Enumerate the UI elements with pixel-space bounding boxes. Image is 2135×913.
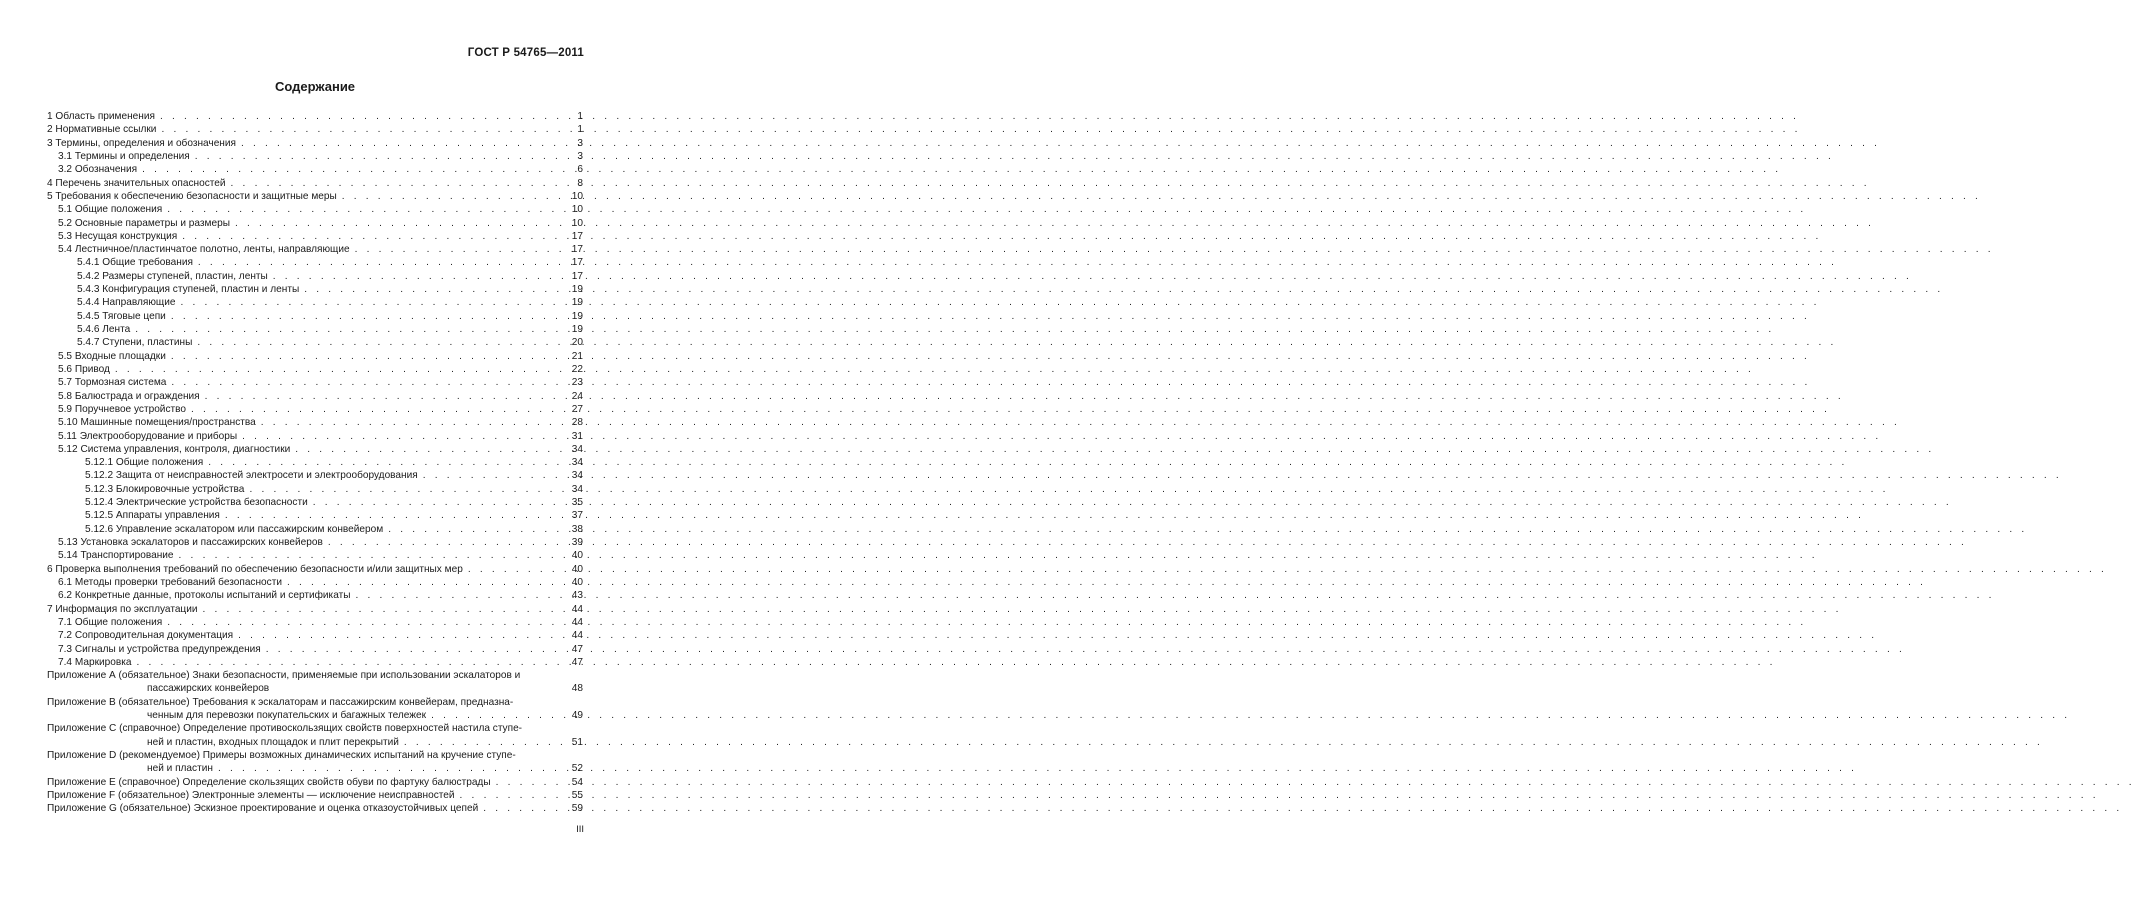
toc-entry[interactable] — [47, 323, 583, 336]
toc-entry-page: 10 — [571, 204, 583, 216]
toc-entry-page: 3 — [577, 150, 583, 162]
dot-leader — [241, 137, 554, 150]
toc-entry-title: 5.4 Лестничное/пластинчатое полотно, ленты, направляющие — [58, 244, 350, 256]
toc-entry-page: 10 — [571, 217, 583, 229]
toc-entry-title: ченным для перевозки покупательских и багажных тележек — [147, 710, 427, 722]
toc-entry-page: 34 — [571, 470, 583, 482]
toc-entry-title: ней и пластин, входных площадок и плит перекрытий — [147, 736, 399, 748]
toc-entry-page: 22 — [571, 363, 583, 375]
dot-leader — [205, 390, 554, 403]
toc-entry-page: 47 — [571, 643, 583, 655]
toc-entry[interactable] — [47, 416, 583, 429]
toc-entry[interactable] — [47, 563, 583, 576]
toc-entry-title: 5.1 Общие положения — [58, 204, 163, 216]
toc-entry-page: 19 — [571, 284, 583, 296]
dot-leader — [328, 536, 554, 549]
dot-leader — [231, 177, 554, 190]
toc-entry-title: 6.2 Конкретные данные, протоколы испытаний и сертификаты — [58, 590, 351, 602]
toc-entry-page: 55 — [571, 789, 583, 801]
dot-leader — [198, 256, 554, 269]
toc-entry-title: 5.4.1 Общие требования — [77, 257, 193, 269]
toc-entry-title: Приложение В (обязательное) Требования к эскалаторам и пассажирским конвейерам, предназна- — [47, 696, 514, 708]
toc-entry-page: 47 — [571, 656, 583, 668]
toc-entry-page: 34 — [571, 457, 583, 469]
toc-entry-page: 17 — [571, 257, 583, 269]
toc-entry-title: 3.2 Обозначения — [58, 164, 138, 176]
toc-entry[interactable] — [47, 496, 583, 509]
toc-entry-title: ней и пластин — [147, 763, 213, 775]
toc-entry-title: 5 Требования к обеспечению безопасности и защитные меры — [47, 190, 337, 202]
toc-entry[interactable] — [47, 762, 583, 775]
dot-leader — [313, 496, 554, 509]
toc-entry[interactable] — [47, 656, 583, 669]
dot-leader — [136, 656, 554, 669]
toc-entry-page: 44 — [571, 616, 583, 628]
toc-entry-title: 5.4.3 Конфигурация ступеней, пластин и ленты — [77, 284, 300, 296]
toc-entry[interactable] — [47, 523, 583, 536]
toc-entry-page: 51 — [571, 736, 583, 748]
toc-entry-page: 24 — [571, 390, 583, 402]
dot-leader — [287, 576, 554, 589]
toc-entry-page: 44 — [571, 603, 583, 615]
toc-entry[interactable] — [47, 709, 583, 722]
toc-entry-page: 27 — [571, 403, 583, 415]
toc-entry-page: 59 — [571, 803, 583, 815]
toc-entry-title: 5.12 Система управления, контроля, диагностики — [58, 443, 291, 455]
toc-entry-page: 19 — [571, 324, 583, 335]
toc-entry-title: 5.10 Машинные помещения/пространства — [58, 417, 256, 429]
toc-entry-title: 6.1 Методы проверки требований безопасности — [58, 576, 282, 588]
toc-entry-title: 5.13 Установка эскалаторов и пассажирских конвейеров — [58, 537, 323, 548]
toc-entry-title: 5.12.5 Аппараты управления — [85, 510, 220, 522]
dot-leader — [171, 310, 554, 323]
dot-leader — [496, 776, 554, 789]
toc-entry-title: пассажирских конвейеров — [147, 683, 270, 695]
toc-entry-title: 5.4.6 Лента — [77, 324, 131, 335]
toc-entry[interactable] — [47, 669, 583, 682]
toc-entry-title: 5.6 Привод — [58, 363, 110, 375]
dot-leader — [160, 110, 554, 123]
toc-entry-title: Приложение Е (справочное) Определение скользящих свойств обуви по фартуку балюстрады — [47, 776, 491, 788]
dot-leader — [483, 802, 554, 815]
toc-entry[interactable] — [47, 443, 583, 456]
toc-entry[interactable] — [47, 509, 583, 522]
toc-entry[interactable] — [47, 736, 583, 749]
toc-entry-page: 40 — [571, 563, 583, 575]
dot-leader — [249, 483, 554, 496]
toc-entry-page: 6 — [577, 164, 583, 176]
toc-entry-title: 5.4.2 Размеры ступеней, пластин, ленты — [77, 270, 268, 282]
toc-entry-title: 3.1 Термины и определения — [58, 150, 190, 162]
toc-entry-title: 7.2 Сопроводительная документация — [58, 630, 234, 642]
toc-entry-title: Приложение А (обязательное) Знаки безопасности, применяемые при использовании эскалаторов и — [47, 670, 521, 682]
toc-entry-page: 48 — [571, 683, 583, 695]
dot-leader — [180, 296, 554, 309]
toc-entry-page: 40 — [571, 576, 583, 588]
dot-leader — [195, 150, 554, 163]
toc-entry-page: 8 — [577, 177, 583, 189]
toc-entry-page: 21 — [571, 350, 583, 362]
toc-entry-title: 5.12.3 Блокировочные устройства — [85, 483, 245, 495]
dot-leader — [273, 270, 554, 283]
toc-entry[interactable] — [47, 296, 583, 309]
dot-leader — [191, 403, 554, 416]
toc-entry[interactable] — [47, 270, 583, 283]
dot-leader — [142, 163, 554, 176]
toc-entry[interactable] — [47, 163, 583, 176]
toc-entry-page: 38 — [571, 523, 583, 535]
toc-entry[interactable] — [47, 456, 583, 469]
toc-entry[interactable] — [47, 310, 583, 323]
toc-entry-title: 5.5 Входные площадки — [58, 350, 166, 362]
dot-leader — [266, 643, 554, 656]
toc-entry-page: 43 — [571, 590, 583, 602]
toc-entry[interactable] — [47, 603, 583, 616]
toc-entry-title: 7.1 Общие положения — [58, 616, 163, 628]
toc-entry[interactable] — [47, 137, 583, 150]
dot-leader — [460, 789, 554, 802]
dot-leader — [431, 709, 554, 722]
toc-entry-page: 52 — [571, 763, 583, 775]
toc-entry[interactable] — [47, 403, 583, 416]
toc-entry[interactable] — [47, 549, 583, 562]
toc-entry[interactable] — [47, 243, 583, 256]
toc-entry-page: 19 — [571, 310, 583, 322]
toc-entry[interactable] — [47, 376, 583, 389]
toc-entry[interactable] — [47, 776, 583, 789]
dot-leader — [304, 283, 554, 296]
dot-leader — [235, 217, 554, 230]
dot-leader — [423, 469, 554, 482]
toc-entry-page: 1 — [577, 124, 583, 136]
toc-entry-page: 37 — [571, 510, 583, 522]
toc-entry-page: 17 — [571, 244, 583, 256]
toc-entry[interactable] — [47, 696, 583, 709]
dot-leader — [388, 523, 554, 536]
toc-entry[interactable] — [47, 390, 583, 403]
toc-entry-title: 5.14 Транспортирование — [58, 550, 174, 562]
toc-entry-title: 5.4.7 Ступени, пластины — [77, 337, 193, 349]
toc-entry-page: 19 — [571, 297, 583, 309]
toc-entry[interactable] — [47, 190, 583, 203]
page-number: III — [576, 824, 584, 835]
toc-entry[interactable] — [47, 350, 583, 363]
toc-entry-page: 40 — [571, 550, 583, 562]
dot-leader — [197, 336, 554, 349]
toc-entry-title: Приложение G (обязательное) Эскизное проектирование и оценка отказоустойчивых цепей — [47, 803, 479, 815]
toc-entry[interactable] — [47, 629, 583, 642]
toc-entry-page: 17 — [571, 270, 583, 282]
toc-entry-title: 6 Проверка выполнения требований по обеспечению безопасности и/или защитных мер — [47, 563, 463, 575]
toc-entry-page: 39 — [571, 537, 583, 548]
toc-entry[interactable] — [47, 256, 583, 269]
dot-leader — [468, 563, 554, 576]
toc-entry[interactable] — [47, 749, 583, 762]
toc-entry-title: 5.12.1 Общие положения — [85, 457, 204, 469]
toc-entry[interactable] — [47, 483, 583, 496]
toc-entry-page: 23 — [571, 377, 583, 389]
dot-leader — [115, 363, 554, 376]
toc-entry[interactable] — [47, 576, 583, 589]
dot-leader — [203, 603, 555, 616]
dot-leader — [182, 230, 554, 243]
toc-entry[interactable] — [47, 430, 583, 443]
toc-entry-page: 3 — [577, 137, 583, 149]
toc-entry[interactable] — [47, 469, 583, 482]
toc-entry-page: 17 — [571, 230, 583, 242]
dot-leader — [218, 762, 554, 775]
toc-entry-title: Приложение F (обязательное) Электронные элементы — исключение неисправностей — [47, 789, 455, 801]
toc-entry[interactable] — [47, 230, 583, 243]
toc-entry-page: 1 — [577, 111, 583, 122]
dot-leader — [135, 323, 554, 336]
toc-entry-page: 44 — [571, 630, 583, 642]
toc-entry-page: 34 — [571, 483, 583, 495]
toc-entry-title: 5.12.6 Управление эскалатором или пассажирским конвейером — [85, 523, 384, 535]
toc-entry-title: 5.9 Поручневое устройство — [58, 403, 186, 415]
dot-leader — [171, 350, 554, 363]
toc-entry-title: 5.12.2 Защита от неисправностей электросети и электрооборудования — [85, 470, 418, 482]
dot-leader — [355, 589, 554, 602]
toc-entry-title: 5.7 Тормозная система — [58, 377, 167, 389]
toc-entry-title: 5.11 Электрооборудование и приборы — [58, 430, 238, 442]
dot-leader — [167, 616, 554, 629]
toc-entry-page: 20 — [571, 337, 583, 349]
toc-entry[interactable] — [47, 616, 583, 629]
dot-leader — [342, 190, 554, 203]
dot-leader — [295, 443, 554, 456]
toc-entry-page: 31 — [571, 430, 583, 442]
toc-entry[interactable] — [47, 682, 583, 695]
toc-entry[interactable] — [47, 363, 583, 376]
toc-entry[interactable] — [47, 150, 583, 163]
dot-leader — [171, 376, 554, 389]
toc-entry-title: 2 Нормативные ссылки — [47, 124, 157, 136]
toc-entry-title: Приложение D (рекомендуемое) Примеры возможных динамических испытаний на кручение ступе- — [47, 750, 516, 761]
toc-entry-title: 7.3 Сигналы и устройства предупреждения — [58, 643, 261, 655]
dot-leader — [167, 203, 554, 216]
toc-entry[interactable] — [47, 789, 583, 802]
dot-leader — [161, 123, 554, 136]
toc-entry-title: Приложение С (справочное) Определение противоскользящих свойств поверхностей настила ступе- — [47, 723, 523, 735]
dot-leader — [208, 456, 554, 469]
toc-entry-page: 49 — [571, 710, 583, 722]
toc-entry[interactable] — [47, 283, 583, 296]
toc-entry-title: 5.4.5 Тяговые цепи — [77, 310, 166, 322]
toc-entry-title: 5.2 Основные параметры и размеры — [58, 217, 230, 229]
toc-entry[interactable] — [47, 217, 583, 230]
toc-entry-page: 28 — [571, 417, 583, 429]
dot-leader — [238, 629, 554, 642]
dot-leader — [225, 509, 554, 522]
toc-entry[interactable] — [47, 722, 583, 735]
toc-entry-title: 7 Информация по эксплуатации — [47, 603, 198, 615]
toc-entry[interactable] — [47, 110, 583, 123]
page-title: Содержание — [274, 79, 356, 94]
toc-entry-title: 5.8 Балюстрада и ограждения — [58, 390, 200, 402]
toc-entry-page: 54 — [571, 776, 583, 788]
toc-entry[interactable] — [47, 177, 583, 190]
toc-entry[interactable] — [47, 336, 583, 349]
toc-entry-title: 5.3 Несущая конструкция — [58, 230, 178, 242]
toc-entry-title: 3 Термины, определения и обозначения — [47, 137, 236, 149]
toc-entry-page: 34 — [571, 443, 583, 455]
toc-entry-page: 35 — [571, 497, 583, 509]
toc-entry[interactable] — [47, 643, 583, 656]
dot-leader — [261, 416, 554, 429]
standard-code: ГОСТ Р 54765—2011 — [467, 47, 584, 59]
toc-entry-title: 4 Перечень значительных опасностей — [47, 177, 226, 189]
dot-leader — [242, 430, 554, 443]
toc-entry[interactable] — [47, 802, 583, 815]
toc-entry-title: 7.4 Маркировка — [58, 656, 132, 668]
toc-entry[interactable] — [47, 123, 583, 136]
dot-leader — [179, 549, 554, 562]
dot-leader — [355, 243, 554, 256]
toc-entry[interactable] — [47, 536, 583, 549]
toc-entry[interactable] — [47, 589, 583, 602]
toc-entry-title: 5.4.4 Направляющие — [77, 297, 176, 309]
toc-entry-title: 5.12.4 Электрические устройства безопасности — [85, 497, 308, 509]
toc-entry[interactable] — [47, 203, 583, 216]
toc-entry-page: 10 — [571, 190, 583, 202]
dot-leader — [404, 736, 554, 749]
toc-entry-title: 1 Область применения — [47, 111, 155, 122]
table-of-contents — [47, 110, 583, 816]
